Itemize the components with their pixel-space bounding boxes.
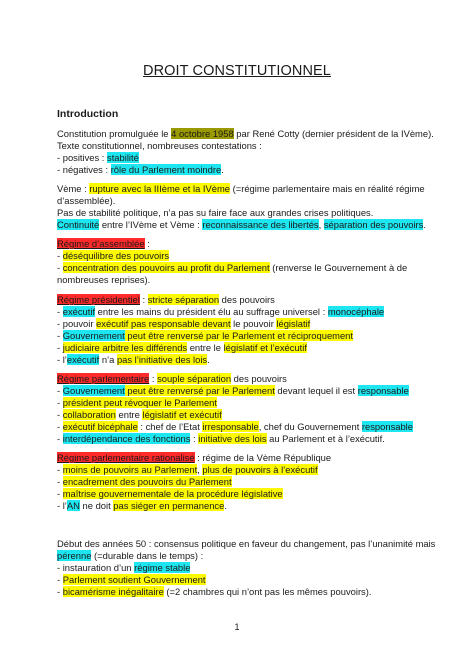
highlighted-text: encadrement des pouvoirs du Parlement (62, 476, 232, 487)
section-heading: Introduction (57, 108, 119, 120)
text-segment: - pouvoir (57, 318, 97, 329)
text-segment: ne doit (79, 500, 114, 511)
text-line (57, 586, 371, 598)
text-line (57, 128, 434, 140)
text-segment: - (57, 476, 63, 487)
text-segment: (=2 chambres qui n’ont pas les mêmes pouvoirs). (163, 586, 372, 597)
highlighted-text: rupture avec la IIIème et la IVème (89, 183, 231, 194)
text-line (57, 373, 287, 385)
text-segment: - (57, 330, 63, 341)
text-line (57, 219, 426, 231)
text-segment: , (318, 219, 324, 230)
text-line (57, 342, 307, 354)
text-segment: : chef de l’Etat (137, 421, 203, 432)
highlighted-text: exécutif bicéphale (62, 421, 138, 432)
text-line (57, 409, 222, 421)
text-line (57, 385, 409, 397)
highlighted-text: bicamérisme inégalitaire (62, 586, 164, 597)
text-segment: - (57, 421, 63, 432)
text-segment: n’a (99, 354, 117, 365)
text-segment: devant lequel il est (274, 385, 358, 396)
highlighted-text: maîtrise gouvernementale de la procédure législative (62, 488, 283, 499)
text-line (57, 140, 262, 152)
highlighted-text: Régime d’assemblée (57, 238, 145, 249)
highlighted-text: irresponsable (202, 421, 259, 432)
text-segment: (=durable dans le temps) : (91, 550, 204, 561)
text-line (57, 294, 275, 306)
text-line (57, 238, 150, 250)
text-line (57, 500, 227, 512)
text-segment: - instauration d’un (57, 562, 135, 573)
highlighted-text: Gouvernement (62, 385, 125, 396)
highlighted-text: responsable (357, 385, 409, 396)
text-segment: - positives : (57, 152, 108, 163)
highlighted-text: Régime parlementaire rationalisé (57, 452, 195, 463)
text-segment: entre les mains du président élu au suffrage universel : (95, 306, 328, 317)
text-line (57, 262, 407, 274)
text-segment: - (57, 464, 63, 475)
text-segment: - (57, 250, 63, 261)
text-line (57, 397, 217, 409)
text-line (57, 562, 190, 574)
text-segment: , (197, 464, 203, 475)
text-segment: par René Cotty (dernier président de la IVème). (233, 128, 434, 139)
text-segment: (=régime parlementaire mais en réalité régime (230, 183, 425, 194)
text-line (57, 452, 331, 464)
highlighted-text: collaboration (62, 409, 116, 420)
highlighted-text: monocéphale (327, 306, 385, 317)
highlighted-text: exécutif pas responsable devant (96, 318, 231, 329)
text-line (57, 318, 310, 330)
highlighted-text: souple séparation (157, 373, 232, 384)
text-segment: - (57, 385, 63, 396)
highlighted-text: plus de pouvoirs à l’exécutif (202, 464, 318, 475)
text-segment: : (190, 433, 199, 444)
highlighted-text: séparation des pouvoirs (323, 219, 424, 230)
text-segment: : (139, 294, 148, 305)
text-segment: - (57, 262, 63, 273)
text-segment: . (207, 354, 210, 365)
text-segment: Texte constitutionnel, nombreuses contestations : (57, 140, 262, 151)
highlighted-text: rôle du Parlement moindre (110, 164, 222, 175)
text-line (57, 274, 150, 286)
text-line (57, 164, 224, 176)
highlighted-text: peut être renversé par le Parlement et réciproquement (124, 330, 353, 341)
highlighted-text: Continuité (57, 219, 100, 230)
highlighted-text: législatif et l’exécutif (223, 342, 307, 353)
text-segment: - (57, 488, 63, 499)
text-line (57, 550, 203, 562)
highlighted-text: initiative des lois (198, 433, 267, 444)
document-title: DROIT CONSTITUTIONNEL (143, 63, 331, 79)
text-segment: d’assemblée). (57, 195, 116, 206)
text-line (57, 476, 232, 488)
highlighted-text: législatif (276, 318, 311, 329)
text-line (57, 306, 384, 318)
text-line (57, 488, 283, 500)
highlighted-text: peut être renversé par le Parlement (124, 385, 275, 396)
text-line (57, 250, 169, 262)
highlighted-text: AN (66, 500, 80, 511)
highlighted-text: responsable (361, 421, 413, 432)
text-line (57, 574, 206, 586)
text-line (57, 207, 373, 219)
highlighted-text: Régime parlementaire (57, 373, 150, 384)
text-line (57, 538, 435, 550)
highlighted-text: moins de pouvoirs au Parlement (62, 464, 198, 475)
text-segment: - (57, 586, 63, 597)
text-segment: (renverse le Gouvernement à de (269, 262, 408, 273)
text-segment: entre le (187, 342, 224, 353)
highlighted-text: pas siéger en permanence (113, 500, 225, 511)
text-segment: entre l’IVème et Vème : (99, 219, 203, 230)
text-segment: . (423, 219, 426, 230)
highlighted-text: 4 octobre 1958 (171, 128, 234, 139)
highlighted-text: exécutif (66, 354, 100, 365)
text-segment: - (57, 574, 63, 585)
text-line (57, 152, 139, 164)
highlighted-text: pas l’initiative des lois (116, 354, 208, 365)
text-line (57, 330, 353, 342)
highlighted-text: pérenne (57, 550, 92, 561)
text-line (57, 195, 115, 207)
highlighted-text: Régime présidentiel (57, 294, 140, 305)
text-segment: nombreuses reprises). (57, 274, 151, 285)
text-segment: . (224, 500, 227, 511)
highlighted-text: Parlement soutient Gouvernement (62, 574, 206, 585)
text-segment: - (57, 433, 63, 444)
text-segment: le pouvoir (230, 318, 277, 329)
text-segment: : (144, 238, 150, 249)
highlighted-text: stricte séparation (147, 294, 220, 305)
highlighted-text: Gouvernement (62, 330, 125, 341)
text-segment: , chef du Gouvernement (258, 421, 362, 432)
highlighted-text: exécutif (62, 306, 96, 317)
text-line (57, 183, 425, 195)
highlighted-text: concentration des pouvoirs au profit du Parlement (62, 262, 270, 273)
highlighted-text: législatif et exécutif (142, 409, 222, 420)
text-segment: - (57, 306, 63, 317)
text-segment: Constitution promulguée le (57, 128, 172, 139)
highlighted-text: régime stable (134, 562, 191, 573)
text-segment: Début des années 50 : consensus politique en faveur du changement, pas l’unanimité mais (57, 538, 436, 549)
highlighted-text: reconnaissance des libertés (202, 219, 319, 230)
text-segment: - (57, 397, 63, 408)
text-line (57, 464, 318, 476)
text-segment: . (221, 164, 224, 175)
text-segment: - l’ (57, 354, 67, 365)
text-segment: entre (115, 409, 143, 420)
text-line (57, 433, 385, 445)
highlighted-text: stabilité (107, 152, 139, 163)
text-segment: - (57, 342, 63, 353)
highlighted-text: interdépendance des fonctions (62, 433, 191, 444)
highlighted-text: déséquilibre des pouvoirs (62, 250, 170, 261)
text-line (57, 421, 413, 433)
text-segment: au Parlement et à l’exécutif. (266, 433, 385, 444)
text-segment: : (149, 373, 158, 384)
text-segment: : régime de la Vème République (194, 452, 332, 463)
text-segment: Vème : (57, 183, 90, 194)
text-segment: des pouvoirs (219, 294, 275, 305)
text-line (57, 354, 210, 366)
text-segment: - négatives : (57, 164, 111, 175)
text-segment: - (57, 409, 63, 420)
text-segment: - l’ (57, 500, 67, 511)
text-segment: des pouvoirs (231, 373, 287, 384)
highlighted-text: président peut révoquer le Parlement (62, 397, 217, 408)
text-segment: Pas de stabilité politique, n’a pas su faire face aux grandes crises politiques. (57, 207, 374, 218)
page-number: 1 (234, 622, 240, 632)
highlighted-text: judiciaire arbitre les différends (62, 342, 188, 353)
